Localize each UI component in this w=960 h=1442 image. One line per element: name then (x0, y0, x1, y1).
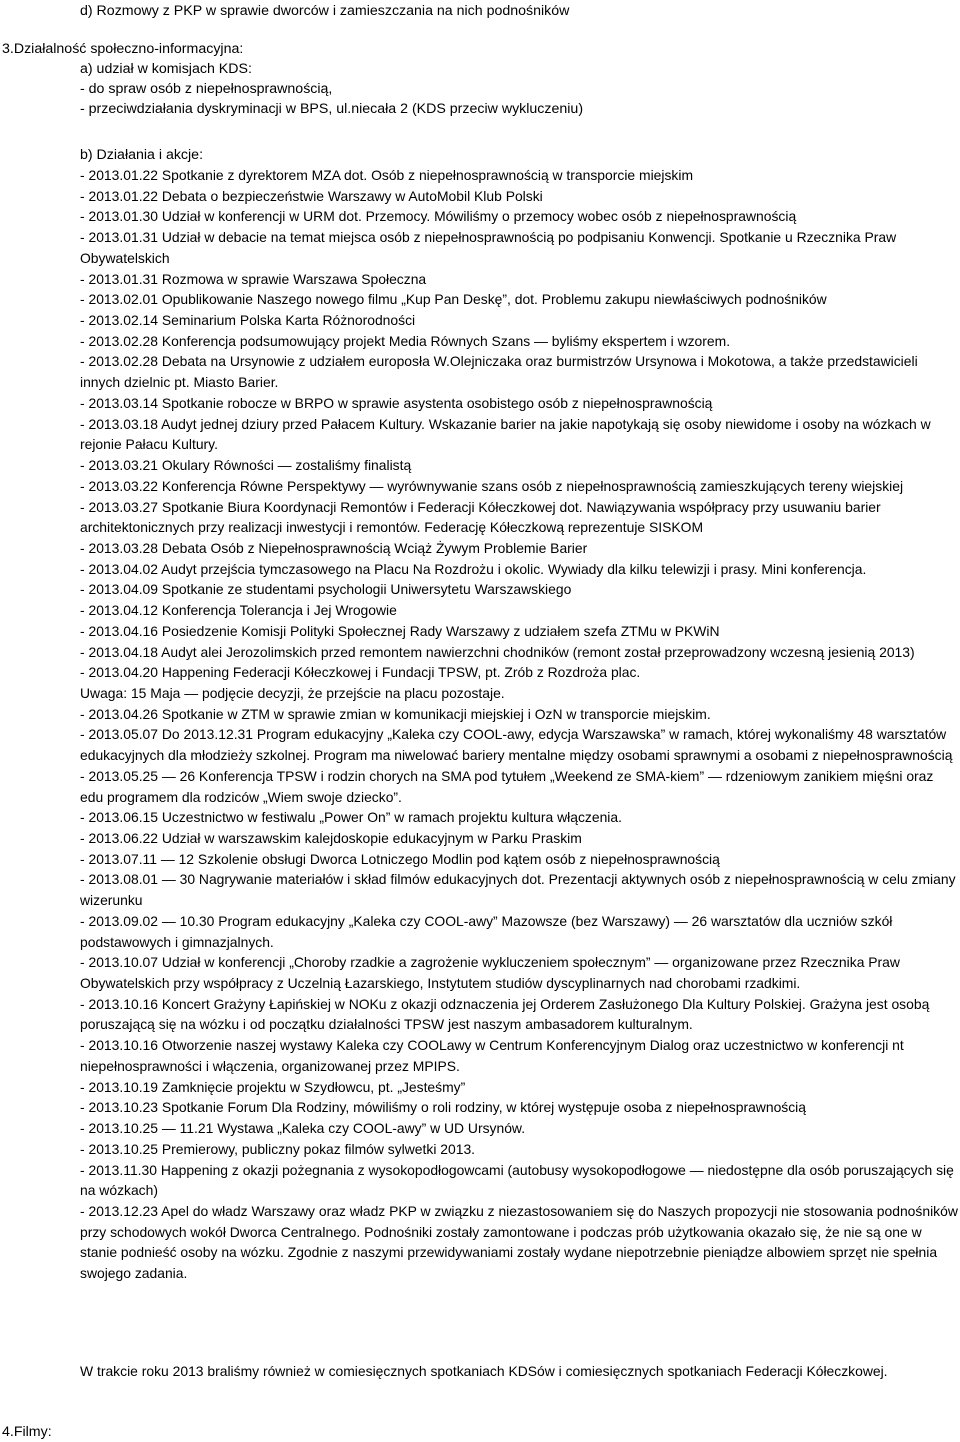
activity-item: - 2013.04.16 Posiedzenie Komisji Polityki Społecznej Rady Warszawy z udziałem szefa ZTMu w PKWiN (80, 622, 720, 639)
activity-item: - 2013.11.30 Happening z okazji pożegnania z wysokopodłogowcami (autobusy wysokopodłogowe — niedostępne dla osób poruszających się na wózkach) (80, 1161, 954, 1199)
activity-item: - 2013.06.22 Udział w warszawskim kalejdoskopie edukacyjnym w Parku Praskim (80, 830, 582, 846)
activity-item: - 2013.05.25 — 26 Konferencja TPSW i rodzin chorych na SMA pod tytułem „Weekend ze SMA-kiem” — rdzeniowym zanikiem mięśni oraz edu programem dla rodziców „Wiem swoje dziecko”. (80, 767, 934, 805)
activity-item: - 2013.05.07 Do 2013.12.31 Program edukacyjny „Kaleka czy COOL-awy, edycja Warszawska” w ramach, której wykonaliśmy 48 warsztatów edukacyjnych dla młodzieży szkolnej. Program ma niwelować bariery mentalne między osobami sprawnymi a osobami z niepełnosprawnością (80, 726, 953, 764)
subsection-b-heading: b) Działania i akcje: (80, 147, 204, 163)
activity-item: - 2013.10.19 Zamknięcie projektu w Szydłowcu, pt. „Jesteśmy” (80, 1078, 466, 1095)
activity-item: - 2013.03.28 Debata Osób z Niepełnosprawnością Wciąż Żywym Problemie Barier (80, 539, 588, 556)
section-4-heading: 4.Filmy: (2, 1424, 52, 1440)
activity-item: - 2013.01.31 Udział w debacie na temat miejsca osób z niepełnosprawnością po podpisaniu Konwencji. Spotkanie u Rzecznika Praw Obywatelskich (80, 229, 897, 266)
summary-paragraph: W trakcie roku 2013 braliśmy również w comiesięcznych spotkaniach KDSów i comiesięcznych spotkaniach Federacji Kółeczkowej. (80, 1363, 888, 1379)
activity-item: - 2013.02.01 Opublikowanie Naszego nowego filmu „Kup Pan Deskę”, dot. Problemu zakupu niewłaściwych podnośników (80, 291, 827, 308)
activity-item: - 2013.10.16 Koncert Grażyny Łapińskiej w NOKu z okazji odznaczenia jej Orderem Zasłużonego Dla Kultury Polskiej. Grażyna jest osobą poruszającą się na wózku i od początku działalności TPSW jest naszym ambasadorem kulturalnym. (80, 995, 930, 1033)
activity-item: - 2013.04.18 Audyt alei Jerozolimskich przed remontem nawierzchni chodników (remont został przeprowadzony wczesną jesienią 2013) (80, 643, 915, 660)
subsection-a-heading: a) udział w komisjach KDS: (80, 61, 252, 77)
kds-item: - do spraw osób z niepełnosprawnością, (80, 81, 333, 97)
activity-item: - 2013.08.01 — 30 Nagrywanie materiałów i skład filmów edukacyjnych dot. Prezentacji aktywnych osób z niepełnosprawnością w celu zmiany wizerunku (80, 871, 956, 909)
activity-item: - 2013.03.27 Spotkanie Biura Koordynacji Remontów i Federacji Kółeczkowej dot. Nawiązywania współpracy przy usuwaniu barier architektonicznych przy realizacji inwestycji i remontów. Federację Kółeczkową reprezentuje SISKOM (80, 498, 881, 536)
activity-item: - 2013.10.23 Spotkanie Forum Dla Rodziny, mówiliśmy o roli rodziny, w której występuje osoba z niepełnosprawnością (80, 1099, 806, 1116)
activity-item: - 2013.02.14 Seminarium Polska Karta Różnorodności (80, 312, 416, 329)
activity-item: - 2013.03.14 Spotkanie robocze w BRPO w sprawie asystenta osobistego osób z niepełnosprawnością (80, 394, 713, 411)
activity-item: - 2013.06.15 Uczestnictwo w festiwalu „Power On” w ramach projektu kultura włączenia. (80, 809, 622, 826)
activity-item: - 2013.01.31 Rozmowa w sprawie Warszawa Społeczna (80, 270, 427, 287)
activity-item: - 2013.12.23 Apel do władz Warszawy oraz władz PKP w związku z niezastosowaniem się do Naszych propozycji nie stosowania podnośników przy schodowych wokół Dworca Centralnego. Podnośniki zostały zamontowane i podczas prób użytkowania okazało się, że nie są one w stanie podnieść osoby na wózku. Zgodnie z naszymi przewidywaniami zostały wydane niepotrzebnie pieniądze albowiem sprzęt nie spełnia swojego zadania. (80, 1202, 958, 1282)
activity-note: Uwaga: 15 Maja — podjęcie decyzji, że przejście na placu pozostaje. (80, 684, 505, 701)
activity-item: - 2013.10.07 Udział w konferencji „Choroby rzadkie a zagrożenie wykluczeniem społecznym” — organizowane przez Rzecznika Praw Obywatelskich przy współpracy z Uczelnią Łazarskiego, Instytutem studiów dyscyplinarnych nad chorobami rzadkimi. (80, 954, 900, 992)
activity-item: - 2013.04.26 Spotkanie w ZTM w sprawie zmian w komunikacji miejskiej i OzN w transporcie miejskim. (80, 705, 711, 722)
activity-item: - 2013.01.22 Spotkanie z dyrektorem MZA dot. Osób z niepełnosprawnością w transporcie miejskim (80, 167, 694, 183)
kds-item: - przeciwdziałania dyskryminacji w BPS, ul.niecała 2 (KDS przeciw wykluczeniu) (80, 101, 584, 117)
activity-item: - 2013.03.21 Okulary Równości — zostaliśmy finalistą (80, 457, 412, 474)
activity-item: - 2013.04.20 Happening Federacji Kółeczkowej i Fundacji TPSW, pt. Zrób z Rozdroża plac. (80, 664, 641, 681)
activity-item: - 2013.10.16 Otworzenie naszej wystawy Kaleka czy COOLawy w Centrum Konferencyjnym Dialog oraz uczestnictwo w konferencji nt niepełnosprawności i włączenia, organizowanej przez MPIPS. (80, 1037, 904, 1074)
activity-item: - 2013.09.02 — 10.30 Program edukacyjny „Kaleka czy COOL-awy” Mazowsze (bez Warszawy) — 26 warsztatów dla uczniów szkół podstawowych i gimnazjalnych. (80, 912, 893, 950)
activity-item: - 2013.02.28 Konferencja podsumowujący projekt Media Równych Szans — byliśmy ekspertem i wzorem. (80, 332, 731, 349)
activities-list (80, 165, 958, 1284)
activity-item: - 2013.07.11 — 12 Szkolenie obsługi Dworca Lotniczego Modlin pod kątem osób z niepełnosprawnością (80, 850, 720, 867)
activity-item: - 2013.04.12 Konferencja Tolerancja i Jej Wrogowie (80, 602, 397, 619)
activity-item: - 2013.04.09 Spotkanie ze studentami psychologii Uniwersytetu Warszawskiego (80, 581, 572, 598)
activity-item: - 2013.10.25 — 11.21 Wystawa „Kaleka czy COOL-awy” w UD Ursynów. (80, 1120, 526, 1137)
activity-item: - 2013.03.22 Konferencja Równe Perspektywy — wyrównywanie szans osób z niepełnosprawnością zamieszkujących tereny wiejskiej (80, 477, 904, 494)
activity-item: - 2013.01.22 Debata o bezpieczeństwie Warszawy w AutoMobil Klub Polski (80, 187, 543, 204)
activity-item: - 2013.10.25 Premierowy, publiczny pokaz filmów sylwetki 2013. (80, 1140, 476, 1157)
activity-item: - 2013.03.18 Audyt jednej dziury przed Pałacem Kultury. Wskazanie barier na jakie napotykają się osoby niewidome i osoby na wózkach w rejonie Pałacu Kultury. (80, 415, 931, 453)
activity-item: - 2013.02.28 Debata na Ursynowie z udziałem europosła W.Olejniczaka oraz burmistrzów Ursynowa i Mokotowa, a także przedstawicieli innych dzielnic pt. Miasto Barier. (80, 353, 918, 391)
item-d-pkp-talks: d) Rozmowy z PKP w sprawie dworców i zamieszczania na nich podnośników (80, 3, 570, 19)
activity-item: - 2013.01.30 Udział w konferencji w URM dot. Przemocy. Mówiliśmy o przemocy wobec osób z niepełnosprawnością (80, 208, 797, 225)
activity-item: - 2013.04.02 Audyt przejścia tymczasowego na Placu Na Rozdrożu i okolic. Wywiady dla kilku telewizji i prasy. Mini konferencja. (80, 560, 867, 577)
section-3-heading: 3.Działalność społeczno-informacyjna: (2, 41, 244, 57)
